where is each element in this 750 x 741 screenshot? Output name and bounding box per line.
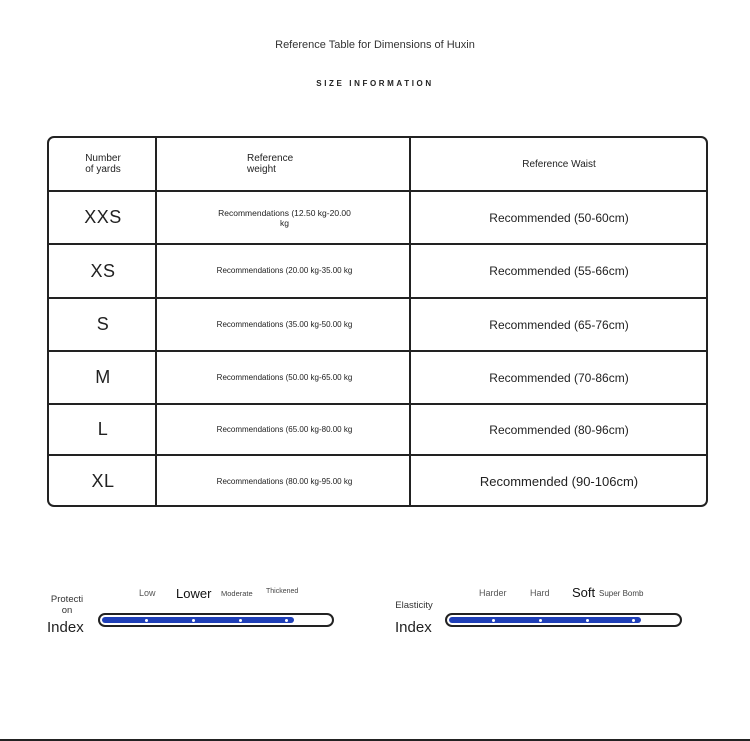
- table-row: [49, 299, 706, 352]
- page-title: Reference Table for Dimensions of Huxin: [275, 39, 475, 51]
- size-table: [47, 136, 708, 507]
- weight-cell: Recommendations (12.50 kg-20.00 kg: [218, 207, 351, 228]
- page-subtitle: SIZE INFORMATION: [316, 79, 434, 88]
- waist-cell: Recommended (55-66cm): [489, 264, 629, 278]
- protection-level-low: Low: [139, 588, 156, 598]
- protection-index-label: Protecti on: [50, 594, 84, 616]
- table-row: [49, 405, 706, 456]
- protection-index-fill: [102, 617, 294, 623]
- weight-cell: Recommendations (50.00 kg-65.00 kg: [216, 372, 353, 382]
- header-reference-waist: Reference Waist: [522, 158, 596, 170]
- size-cell: XS: [90, 260, 116, 281]
- protection-level-moderate: Moderate: [221, 589, 253, 598]
- waist-cell: Recommended (90-106cm): [479, 474, 639, 489]
- header-reference-weight: Reference weight: [247, 153, 294, 175]
- protection-index-bar: [98, 613, 334, 627]
- level-dot: [192, 619, 195, 622]
- weight-cell: Recommendations (20.00 kg-35.00 kg: [216, 266, 353, 275]
- elasticity-level-super-bomb: Super Bomb: [599, 589, 644, 598]
- waist-cell: Recommended (80-96cm): [489, 422, 629, 437]
- size-cell: XXS: [84, 207, 122, 227]
- weight-cell: Recommendations (35.00 kg-50.00 kg: [216, 319, 353, 329]
- level-dot: [539, 619, 542, 622]
- elasticity-level-soft: Soft: [572, 585, 596, 600]
- level-dot: [285, 619, 288, 622]
- header-number-of-yards: Number of yards: [85, 153, 121, 175]
- level-dot: [145, 619, 148, 622]
- weight-cell: Recommendations (65.00 kg-80.00 kg: [216, 424, 353, 434]
- level-dot: [632, 619, 635, 622]
- elasticity-index-label: Elasticity: [395, 600, 433, 611]
- protection-level-thickened: Thickened: [266, 588, 299, 595]
- size-cell: L: [97, 419, 109, 439]
- size-cell: XL: [91, 471, 115, 491]
- table-row: [49, 192, 706, 245]
- table-header-row: [49, 138, 706, 192]
- table-row: [49, 456, 706, 507]
- level-dot: [239, 619, 242, 622]
- elasticity-level-hard: Hard: [530, 588, 550, 598]
- waist-cell: Recommended (65-76cm): [489, 317, 629, 332]
- weight-cell: Recommendations (80.00 kg-95.00 kg: [216, 476, 353, 486]
- elasticity-index-fill: [449, 617, 641, 623]
- size-cell: M: [95, 367, 111, 387]
- elasticity-level-harder: Harder: [479, 588, 507, 598]
- waist-cell: Recommended (70-86cm): [489, 370, 629, 385]
- level-dot: [492, 619, 495, 622]
- protection-index-title: Index: [47, 619, 84, 636]
- elasticity-index-title: Index: [395, 619, 432, 636]
- level-dot: [586, 619, 589, 622]
- size-cell: S: [96, 314, 110, 334]
- waist-cell: Recommended (50-60cm): [489, 210, 629, 225]
- table-row: [49, 245, 706, 299]
- protection-level-lower: Lower: [176, 586, 212, 601]
- table-row: [49, 352, 706, 405]
- elasticity-index-bar: [445, 613, 682, 627]
